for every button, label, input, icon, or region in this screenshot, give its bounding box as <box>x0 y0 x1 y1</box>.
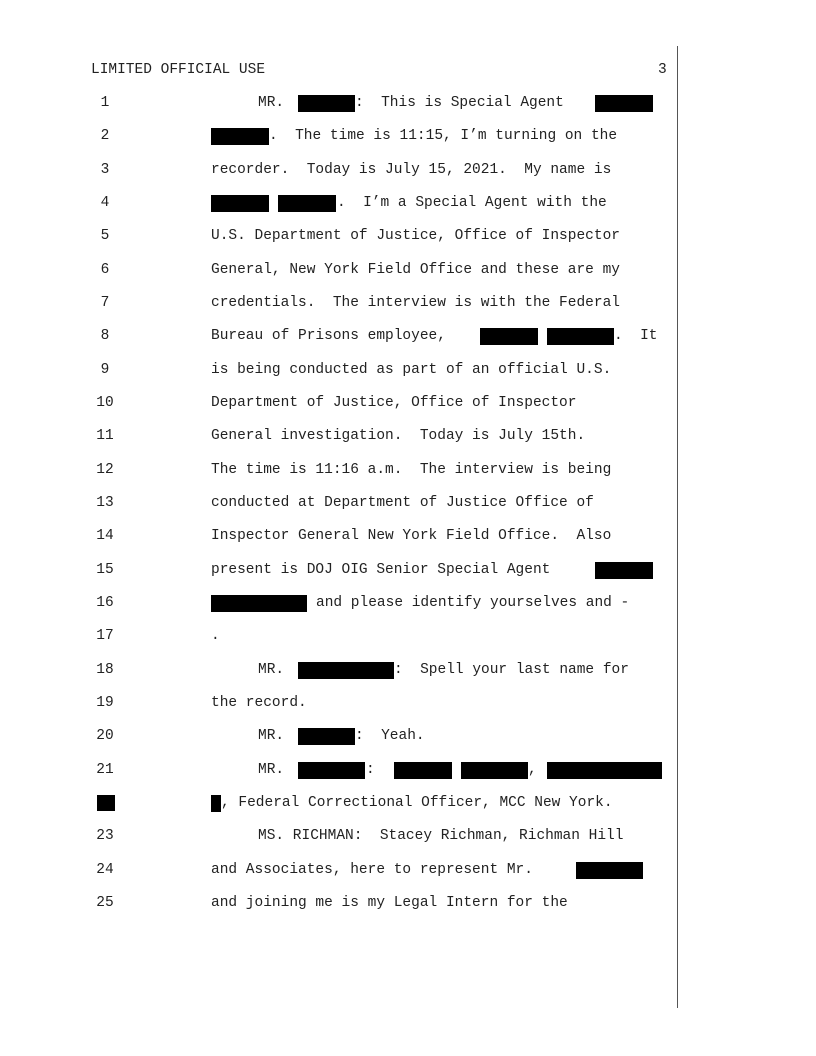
line-number: 21 <box>96 762 114 778</box>
transcript-text: U.S. Department of Justice, Office of Inspector <box>211 228 620 244</box>
redaction-box <box>211 128 269 145</box>
redaction-box <box>211 795 221 812</box>
transcript-text: and joining me is my Legal Intern for the <box>211 895 568 911</box>
transcript-text: The time is 11:16 a.m. The interview is being <box>211 462 612 478</box>
transcript-text: General investigation. Today is July 15th. <box>211 428 586 444</box>
transcript-text: : <box>366 762 375 778</box>
transcript-text: MR. <box>258 95 293 111</box>
line-number: 14 <box>96 528 114 544</box>
redaction-box <box>394 762 452 779</box>
line-number: 10 <box>96 395 114 411</box>
line-number: 20 <box>96 728 114 744</box>
transcript-text: , <box>528 762 537 778</box>
transcript-text: : Spell your last name for <box>394 662 629 678</box>
redaction-box <box>547 762 662 779</box>
transcript-text: and Associates, here to represent Mr. <box>211 862 533 878</box>
transcript-text: the record. <box>211 695 307 711</box>
transcript-text: present is DOJ OIG Senior Special Agent <box>211 562 551 578</box>
classification-marking: LIMITED OFFICIAL USE <box>91 62 266 78</box>
line-number: 9 <box>100 362 110 378</box>
line-number: 24 <box>96 862 114 878</box>
line-number: 6 <box>100 262 110 278</box>
line-number: 18 <box>96 662 114 678</box>
transcript-text: . It <box>614 328 658 344</box>
line-number: 8 <box>100 328 110 344</box>
line-number: 12 <box>96 462 114 478</box>
transcript-text: General, New York Field Office and these are my <box>211 262 620 278</box>
line-number: 15 <box>96 562 114 578</box>
transcript-text: : This is Special Agent <box>355 95 573 111</box>
redaction-box <box>298 728 355 745</box>
redaction-box <box>547 328 614 345</box>
transcript-text: . The time is 11:15, I’m turning on the <box>269 128 618 144</box>
redaction-box <box>480 328 538 345</box>
line-number: 23 <box>96 828 114 844</box>
redaction-box <box>461 762 528 779</box>
transcript-text: MR. <box>258 728 293 744</box>
line-number: 11 <box>96 428 114 444</box>
line-number: 5 <box>100 228 110 244</box>
transcript-text: is being conducted as part of an official U.S. <box>211 362 612 378</box>
transcript-text: Bureau of Prisons employee, <box>211 328 446 344</box>
transcript-text: . I’m a Special Agent with the <box>337 195 607 211</box>
line-number: 17 <box>96 628 114 644</box>
line-number: 16 <box>96 595 114 611</box>
transcript-text: MR. <box>258 762 293 778</box>
transcript-text: MS. RICHMAN: Stacey Richman, Richman Hill <box>258 828 624 844</box>
redaction-box <box>595 95 653 112</box>
redaction-box <box>211 595 307 612</box>
transcript-text: , Federal Correctional Officer, MCC New York. <box>221 795 613 811</box>
redaction-box <box>298 762 365 779</box>
transcript-text: . <box>211 628 220 644</box>
line-number: 19 <box>96 695 114 711</box>
line-number: 25 <box>96 895 114 911</box>
redaction-box <box>298 662 394 679</box>
redaction-box <box>298 95 355 112</box>
redaction-box <box>595 562 653 579</box>
transcript-text: conducted at Department of Justice Office of <box>211 495 594 511</box>
redacted-line-number <box>97 795 115 811</box>
redaction-box <box>278 195 336 212</box>
line-number: 13 <box>96 495 114 511</box>
transcript-text: : Yeah. <box>355 728 425 744</box>
redaction-box <box>211 195 269 212</box>
line-number: 3 <box>100 162 110 178</box>
line-number: 7 <box>100 295 110 311</box>
transcript-text: MR. <box>258 662 293 678</box>
transcript-text: Department of Justice, Office of Inspector <box>211 395 577 411</box>
transcript-text: recorder. Today is July 15, 2021. My name is <box>211 162 612 178</box>
line-number: 2 <box>100 128 110 144</box>
line-number: 1 <box>100 95 110 111</box>
page-number: 3 <box>658 62 667 78</box>
transcript-text: credentials. The interview is with the Federal <box>211 295 620 311</box>
transcript-text: Inspector General New York Field Office. Also <box>211 528 612 544</box>
redaction-box <box>576 862 643 879</box>
line-number: 4 <box>100 195 110 211</box>
transcript-text: and please identify yourselves and - <box>316 595 630 611</box>
right-margin-rule <box>677 46 678 1008</box>
